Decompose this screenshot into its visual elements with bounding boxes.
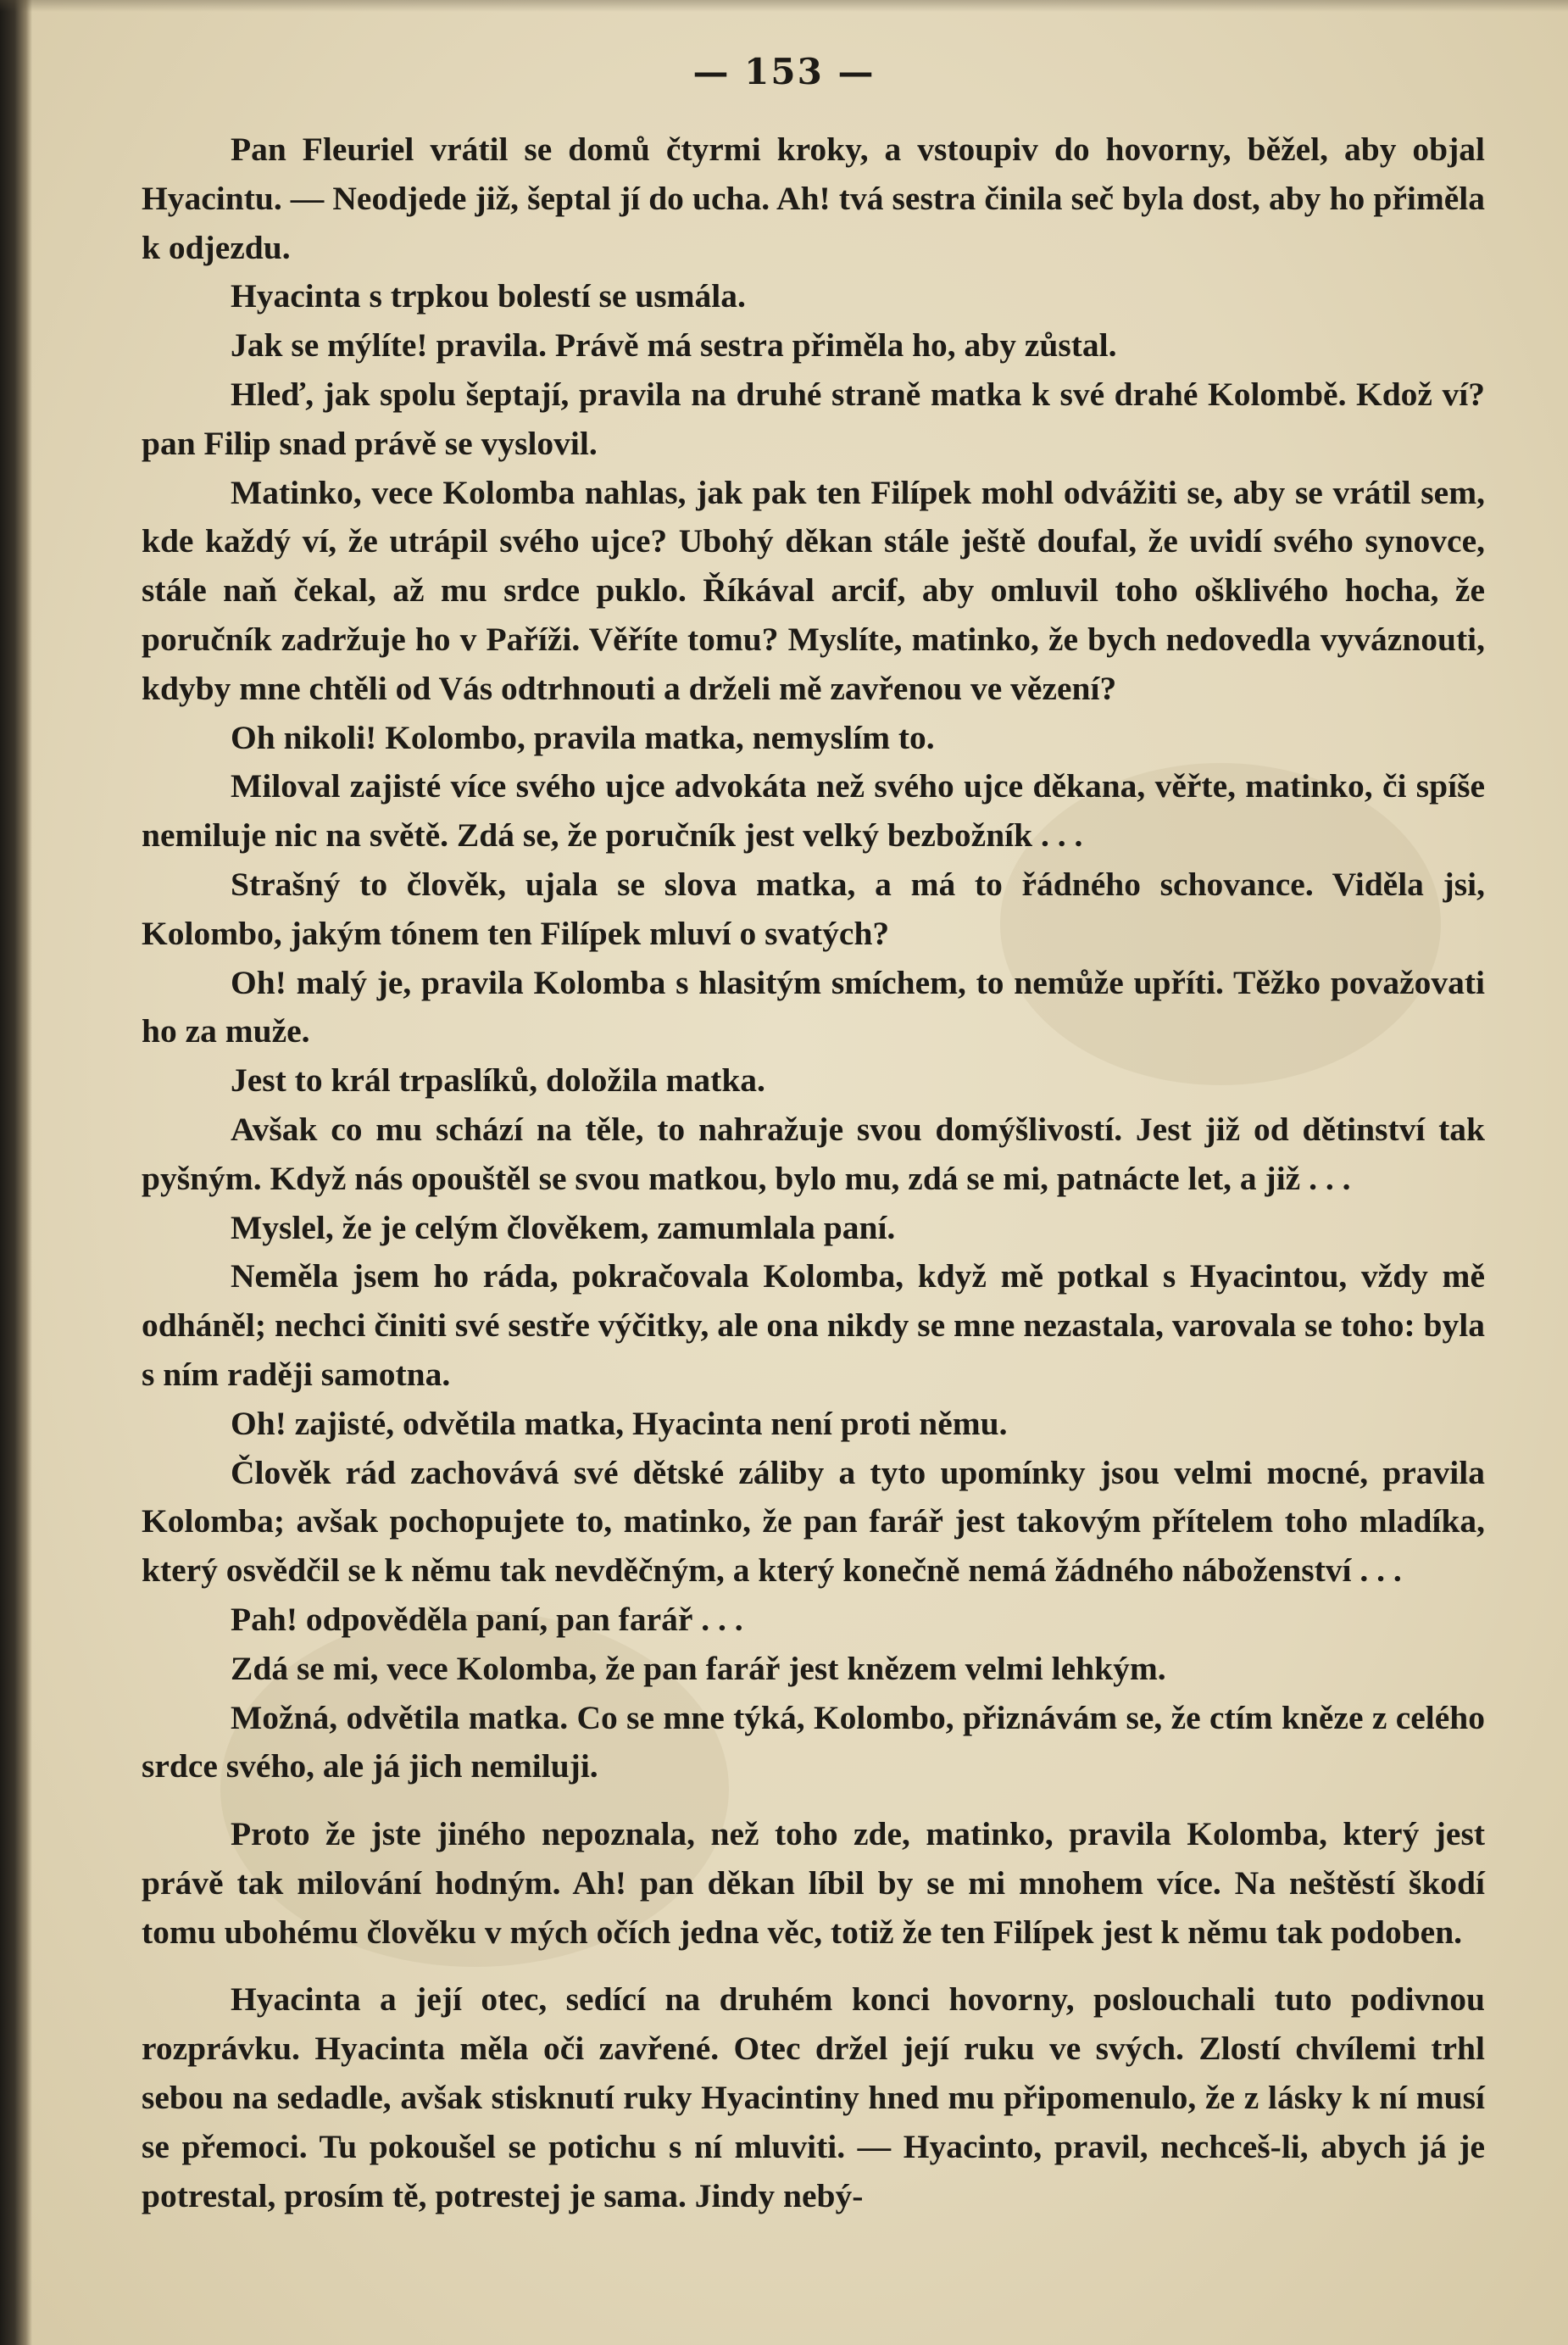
page-number: — 153 — [692,51,876,92]
page-top-shadow [0,0,1568,12]
paragraph: Strašný to člověk, ujala se slova matka, a má to řádného schovance. Viděla jsi, Kolombo, jakým tónem ten Filípek mluví o svatých? [142,865,1485,952]
binding-shadow [0,0,32,2345]
paragraph: Matinko, vece Kolomba nahlas, jak pak ten Filípek mohl odvážiti se, aby se vrátil sem, kde každý ví, že utrápil svého ujce? Ubohý děkan stále ještě doufal, že uvidí svého synovce, stále naň čekal, až mu srdce puklo. Říkával arcif, aby omluvil toho ošklivého hocha, že poručník zadržuje ho v Paříži. Věříte tomu? Myslíte, matinko, že bych nedovedla vyváznouti, kdyby mne chtěli od Vás odtrhnouti a drželi mě zavřenou ve vězení? [142,473,1485,707]
paragraph: Proto že jste jiného nepoznala, než toho zde, matinko, pravila Kolomba, který jest právě tak milování hodným. Ah! pan děkan líbil by se mi mnohem více. Na neštěstí škodí tomu ubohému člověku v mých očích jedna věc, totiž že ten Filípek jest k němu tak podoben. [142,1815,1485,1951]
paragraph: Oh! zajisté, odvětila matka, Hyacinta není proti němu. [231,1404,1008,1442]
paragraph: Pan Fleuriel vrátil se domů čtyrmi kroky, a vstoupiv do hovorny, běžel, aby objal Hyacintu. — Neodjede již, šeptal jí do ucha. Ah! tvá sestra činila seč byla dost, aby ho přiměla k odjezdu. [142,131,1485,266]
paragraph: Oh nikoli! Kolombo, pravila matka, nemyslím to. [231,718,935,756]
paragraph: Miloval zajisté více svého ujce advokáta než svého ujce děkana, věřte, matinko, či spíše nemiluje nic na světě. Zdá se, že poručník jest velký bezbožník . . . [142,767,1485,855]
paragraph: Myslel, že je celým člověkem, zamumlala paní. [231,1208,896,1246]
body-text [142,125,1485,2220]
paragraph: Jest to král trpaslíků, doložila matka. [231,1061,765,1100]
paragraph: Pah! odpověděla paní, pan farář . . . [231,1600,743,1638]
paragraph: Zdá se mi, vece Kolomba, že pan farář jest knězem velmi lehkým. [231,1649,1166,1687]
paragraph: Jak se mýlíte! pravila. Právě má sestra přiměla ho, aby zůstal. [231,326,1117,365]
paragraph: Hyacinta s trpkou bolestí se usmála. [231,277,746,315]
paragraph: Neměla jsem ho ráda, pokračovala Kolomba, když mě potkal s Hyacintou, vždy mě odháněl; nechci činiti své sestře výčitky, ale ona nikdy se mne nezastala, varovala se toho: byla s ním raději samotna. [142,1257,1485,1393]
paragraph: Hyacinta a její otec, sedící na druhém konci hovorny, poslouchali tuto podivnou rozprávku. Hyacinta měla oči zavřené. Otec držel její ruku ve svých. Zlostí chvílemi trhl sebou na sedadle, avšak stisknutí ruky Hyacintiny hned mu připomenulo, že z lásky k ní musí se přemoci. Tu pokoušel se potichu s ní mluviti. — Hyacinto, pravil, nechceš-li, abych já je potrestal, prosím tě, potrestej je sama. Jindy nebý- [142,1980,1485,2214]
paragraph: Možná, odvětila matka. Co se mne týká, Kolombo, přiznávám se, že ctím kněze z celého srdce svého, ale já jich nemiluji. [142,1698,1485,1785]
paragraph: Avšak co mu schází na těle, to nahražuje svou domýšlivostí. Jest již od dětinství tak pyšným. Když nás opouštěl se svou matkou, bylo mu, zdá se mi, patnácte let, a již . . . [142,1110,1485,1197]
paragraph: Hleď, jak spolu šeptají, pravila na druhé straně matka k své drahé Kolombě. Kdož ví? pan Filip snad právě se vyslovil. [142,375,1485,462]
paragraph: Člověk rád zachovává své dětské záliby a tyto upomínky jsou velmi mocné, pravila Kolomba; avšak pochopujete to, matinko, že pan farář jest takovým přítelem toho mladíka, který osvědčil se k němu tak nevděčným, a který konečně nemá žádného náboženství . . . [142,1453,1485,1590]
paragraph: Oh! malý je, pravila Kolomba s hlasitým smíchem, to nemůže upříti. Těžko považovati ho za muže. [142,963,1485,1050]
